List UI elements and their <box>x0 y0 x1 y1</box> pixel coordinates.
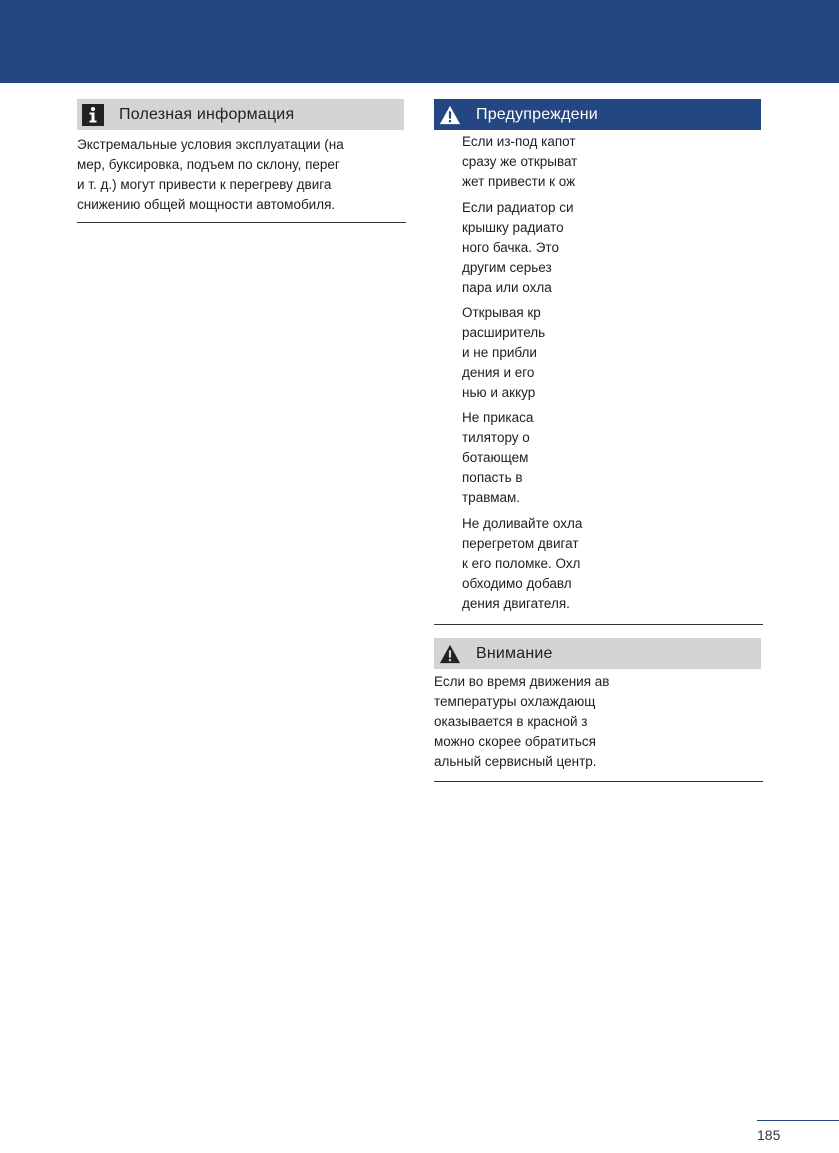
caution-box-title: Внимание <box>476 644 553 662</box>
caution-box-header <box>434 638 761 669</box>
info-box-header <box>77 99 404 130</box>
page-number: 185 <box>757 1127 781 1143</box>
footer-rule <box>757 1120 839 1121</box>
warning-box-title: Предупреждени <box>476 105 598 123</box>
warning-paragraph-1: Если из-под капот сразу же открыват жет привести к ож <box>462 134 578 189</box>
warning-icon <box>439 104 461 126</box>
warning-box-bottom-rule <box>434 624 763 625</box>
info-box-text: Экстремальные условия эксплуатации (на мер, буксировка, подъем по склону, перег и т. д.) могут привести к перегреву двига снижению общей мощности автомобиля. <box>77 137 344 212</box>
warning-icon <box>439 643 461 665</box>
warning-box-header <box>434 99 761 130</box>
warning-paragraph-3: Открывая кр расширитель и не прибли дения и его нью и аккур <box>462 305 546 400</box>
info-icon <box>82 104 104 126</box>
warning-paragraph-4: Не прикаса тилятору о ботающем попасть в травмам. <box>462 410 534 505</box>
caution-box-bottom-rule <box>434 781 763 782</box>
warning-paragraph-5: Не доливайте охла перегретом двигат к его поломке. Охл обходимо добавл дения двигателя. <box>462 516 583 611</box>
page-header-band <box>0 0 839 83</box>
info-box-title: Полезная информация <box>119 105 295 123</box>
warning-paragraph-2: Если радиатор си крышку радиато ного бачка. Это другим серьез пара или охла <box>462 200 574 295</box>
caution-box-text: Если во время движения ав температуры охлаждающ оказывается в красной з можно скорее обратиться альный сервисный центр. <box>434 674 610 769</box>
info-box-bottom-rule <box>77 222 406 223</box>
